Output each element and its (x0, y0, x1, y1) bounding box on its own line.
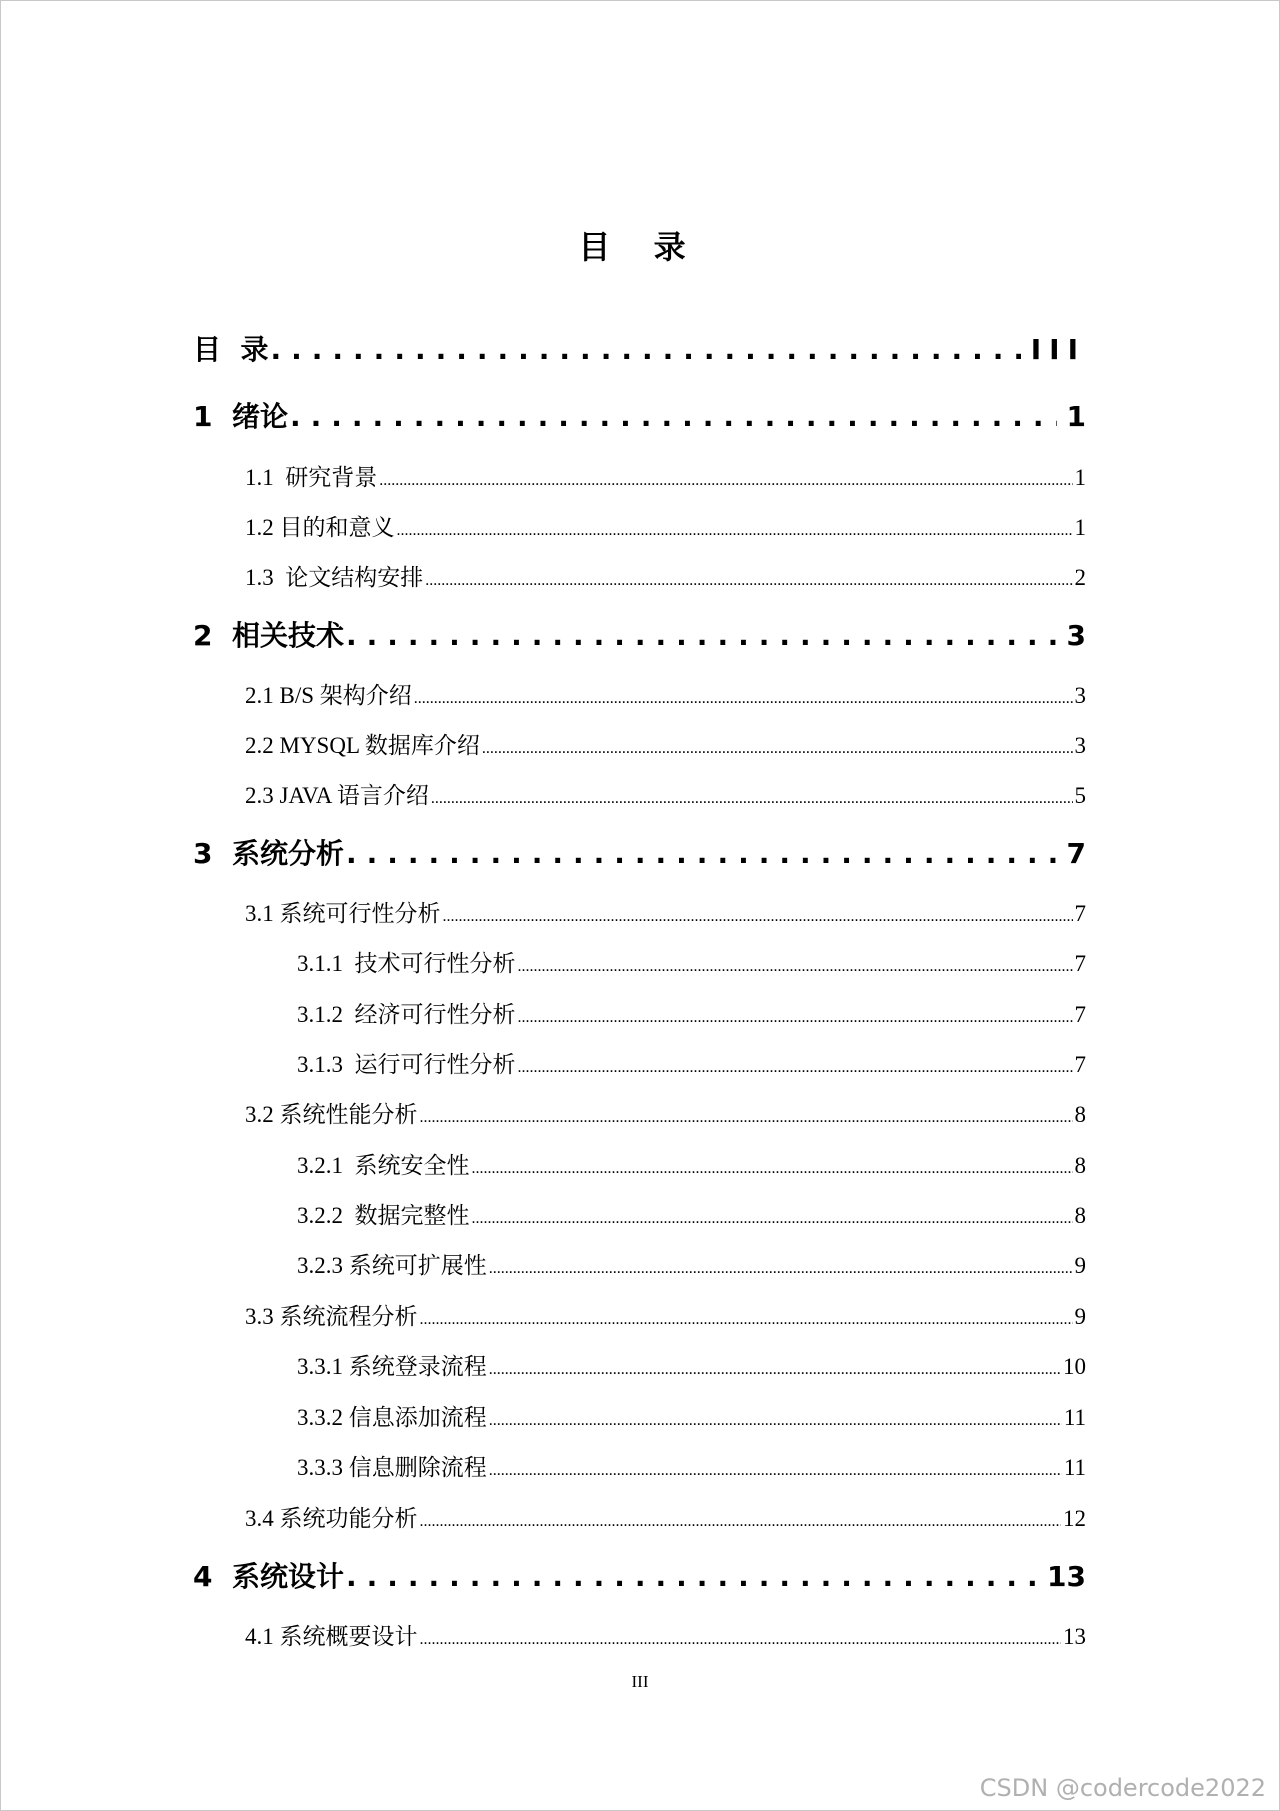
toc-label: 3.3 系统流程分析 (245, 1304, 418, 1329)
toc-label: 2.1 B/S 架构介绍 (245, 683, 412, 708)
toc-label: 3.2.1 系统安全性 (297, 1153, 470, 1178)
toc-label: 3.1 系统可行性分析 (245, 901, 441, 926)
toc-page: 3 (1074, 733, 1086, 758)
toc-page: 7 (1074, 951, 1086, 976)
toc-leader (346, 837, 1057, 870)
toc-page: 8 (1074, 1203, 1086, 1228)
toc-entry-3-1-2[interactable] (297, 996, 1086, 1029)
toc-entry-3-4[interactable] (245, 1500, 1086, 1533)
toc-label: 3.1.1 技术可行性分析 (297, 951, 516, 976)
toc-entry-chapter-4[interactable] (193, 1555, 1086, 1595)
toc-leader (472, 1160, 1073, 1178)
toc-entry-contents[interactable] (193, 328, 1086, 368)
toc-entry-3-1-3[interactable] (297, 1046, 1086, 1079)
toc-leader (346, 1560, 1037, 1593)
toc-leader (472, 1210, 1073, 1228)
toc-page: 1 (1074, 515, 1086, 540)
toc-entry-chapter-1[interactable] (193, 395, 1086, 435)
toc-leader (271, 333, 1021, 366)
toc-leader (489, 1361, 1061, 1379)
toc-page: 12 (1063, 1506, 1086, 1531)
toc-entry-4-1[interactable] (245, 1618, 1086, 1651)
toc-label: 3.3.1 系统登录流程 (297, 1354, 487, 1379)
toc-label: 2 相关技术 (193, 619, 344, 652)
toc-leader (346, 619, 1057, 652)
toc-page: 3 (1074, 683, 1086, 708)
toc-page: 1 (1066, 400, 1086, 433)
toc-entry-3-3-2[interactable] (297, 1399, 1086, 1432)
toc-entry-3-3-1[interactable] (297, 1348, 1086, 1381)
toc-leader (518, 958, 1073, 976)
toc-entry-1-1[interactable] (245, 459, 1086, 492)
toc-label: 1 绪论 (193, 400, 288, 433)
toc-label: 2.3 JAVA 语言介绍 (245, 783, 429, 808)
toc-entry-2-2[interactable] (245, 727, 1086, 760)
toc-entry-2-3[interactable] (245, 777, 1086, 810)
toc-page: 9 (1074, 1253, 1086, 1278)
page-number: III (631, 1672, 649, 1691)
toc-page: 10 (1063, 1354, 1086, 1379)
toc-entry-1-3[interactable] (245, 559, 1086, 592)
toc-leader (290, 400, 1057, 433)
toc-label: 1.2 目的和意义 (245, 515, 395, 540)
toc-entry-1-2[interactable] (245, 509, 1086, 542)
toc-leader (420, 1513, 1062, 1531)
toc-label: 3.2.2 数据完整性 (297, 1203, 470, 1228)
toc-label: 3.4 系统功能分析 (245, 1506, 418, 1531)
toc-label: 3.1.2 经济可行性分析 (297, 1002, 516, 1027)
toc-leader (425, 572, 1072, 590)
toc-entry-3-3[interactable] (245, 1298, 1086, 1331)
toc-leader (420, 1631, 1062, 1649)
toc-label: 4 系统设计 (193, 1560, 344, 1593)
toc-page: 7 (1074, 1002, 1086, 1027)
toc-entry-3-2-3[interactable] (297, 1247, 1086, 1280)
toc-label: 3.3.3 信息删除流程 (297, 1455, 487, 1480)
toc-entry-3-2[interactable] (245, 1096, 1086, 1129)
toc-entry-chapter-2[interactable] (193, 614, 1086, 654)
toc-leader (414, 690, 1073, 708)
toc-leader (489, 1462, 1062, 1480)
toc-leader (379, 472, 1072, 490)
toc-leader (420, 1311, 1073, 1329)
toc-leader (489, 1260, 1073, 1278)
toc-entry-3-3-3[interactable] (297, 1449, 1086, 1482)
toc-page: 7 (1074, 1052, 1086, 1077)
toc-page: 1 (1074, 465, 1086, 490)
toc-page: 8 (1074, 1153, 1086, 1178)
toc-page: 11 (1063, 1405, 1086, 1430)
toc-label: 3 系统分析 (193, 837, 344, 870)
toc-label: 4.1 系统概要设计 (245, 1624, 418, 1649)
toc-leader (482, 740, 1073, 758)
toc-page: 2 (1074, 565, 1086, 590)
toc-entry-2-1[interactable] (245, 677, 1086, 710)
toc-entry-3-1-1[interactable] (297, 945, 1086, 978)
toc-label: 3.1.3 运行可行性分析 (297, 1052, 516, 1077)
toc-page: 8 (1074, 1102, 1086, 1127)
toc-leader (431, 790, 1073, 808)
toc-page: 13 (1063, 1624, 1086, 1649)
toc-page: 7 (1066, 837, 1086, 870)
toc-label: 1.1 研究背景 (245, 465, 378, 490)
toc-page: III (1030, 333, 1086, 366)
toc-entry-3-2-1[interactable] (297, 1147, 1086, 1180)
toc-leader (443, 908, 1073, 926)
toc-label: 3.3.2 信息添加流程 (297, 1405, 487, 1430)
toc-page: 9 (1074, 1304, 1086, 1329)
toc-leader (518, 1059, 1073, 1077)
toc-page: 11 (1063, 1455, 1086, 1480)
toc-page: 5 (1074, 783, 1086, 808)
toc-page: 7 (1074, 901, 1086, 926)
toc-entry-chapter-3[interactable] (193, 832, 1086, 872)
toc-entry-3-1[interactable] (245, 895, 1086, 928)
toc-leader (489, 1412, 1062, 1430)
toc-label: 3.2.3 系统可扩展性 (297, 1253, 487, 1278)
toc-label: 1.3 论文结构安排 (245, 565, 424, 590)
toc-leader (397, 522, 1073, 540)
toc-page: 13 (1047, 1560, 1086, 1593)
toc-label: 2.2 MYSQL 数据库介绍 (245, 733, 480, 758)
toc-page: 3 (1066, 619, 1086, 652)
toc-leader (518, 1009, 1073, 1027)
toc-leader (420, 1109, 1073, 1127)
page-title: 目 录 (578, 228, 702, 266)
watermark: CSDN @codercode2022 (979, 1774, 1266, 1802)
toc-label: 3.2 系统性能分析 (245, 1102, 418, 1127)
toc-entry-3-2-2[interactable] (297, 1197, 1086, 1230)
toc-label: 目 录 (193, 333, 269, 366)
